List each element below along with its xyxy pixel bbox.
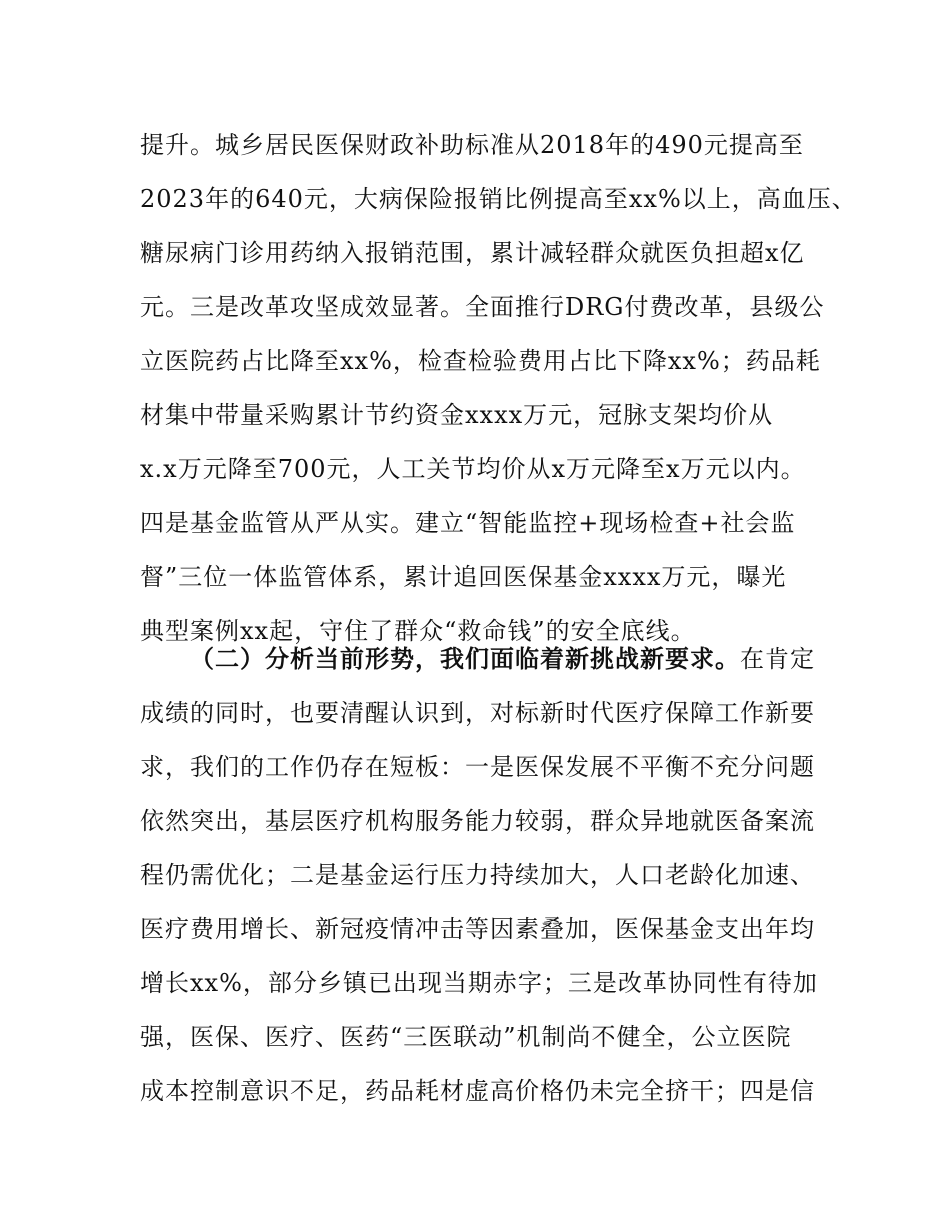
paragraph-line-rest: 在肯定 [740, 645, 815, 673]
paragraph-line: 立医院药占比降至xx%，检查检验费用占比下降xx%；药品耗 [140, 347, 821, 375]
paragraph-line: 增长xx%，部分乡镇已出现当期赤字；三是改革协同性有待加 [140, 969, 818, 997]
paragraph-line: 强，医保、医疗、医药“三医联动”机制尚不健全，公立医院 [140, 1023, 792, 1051]
paragraph-line: 成绩的同时，也要清醒认识到，对标新时代医疗保障工作新要 [140, 699, 815, 727]
paragraph-challenges [140, 632, 830, 1118]
paragraph-line: 元。三是改革攻坚成效显著。全面推行DRG付费改革，县级公 [140, 293, 825, 321]
paragraph-line: 督”三位一体监管体系，累计追回医保基金xxxx万元，曝光 [140, 563, 787, 591]
paragraph-line: 提升。城乡居民医保财政补助标准从2018年的490元提高至 [140, 131, 804, 159]
paragraph-line: 依然突出，基层医疗机构服务能力较弱，群众异地就医备案流 [140, 807, 815, 835]
paragraph-line: 糖尿病门诊用药纳入报销范围，累计减轻群众就医负担超x亿 [140, 239, 805, 267]
paragraph-line: x.x万元降至700元，人工关节均价从x万元降至x万元以内。 [140, 455, 806, 483]
paragraph-line: 2023年的640元，大病保险报销比例提高至xx%以上，高血压、 [140, 185, 857, 213]
paragraph-line: 医疗费用增长、新冠疫情冲击等因素叠加，医保基金支出年均 [140, 915, 815, 943]
paragraph-first-line [140, 632, 830, 686]
paragraph-line: 典型案例xx起，守住了群众“救命钱”的安全底线。 [140, 617, 696, 645]
paragraph-line: 四是基金监管从严从实。建立“智能监控+现场检查+社会监 [140, 509, 796, 537]
paragraph-line: 求，我们的工作仍存在短板：一是医保发展不平衡不充分问题 [140, 753, 815, 781]
paragraph-line: 程仍需优化；二是基金运行压力持续加大，人口老龄化加速、 [140, 861, 815, 889]
paragraph-achievements [140, 118, 857, 658]
paragraph-line: 成本控制意识不足，药品耗材虚高价格仍未完全挤干；四是信 [140, 1077, 815, 1105]
section-heading: （二）分析当前形势，我们面临着新挑战新要求。 [190, 645, 740, 673]
paragraph-line: 材集中带量采购累计节约资金xxxx万元，冠脉支架均价从 [140, 401, 774, 429]
